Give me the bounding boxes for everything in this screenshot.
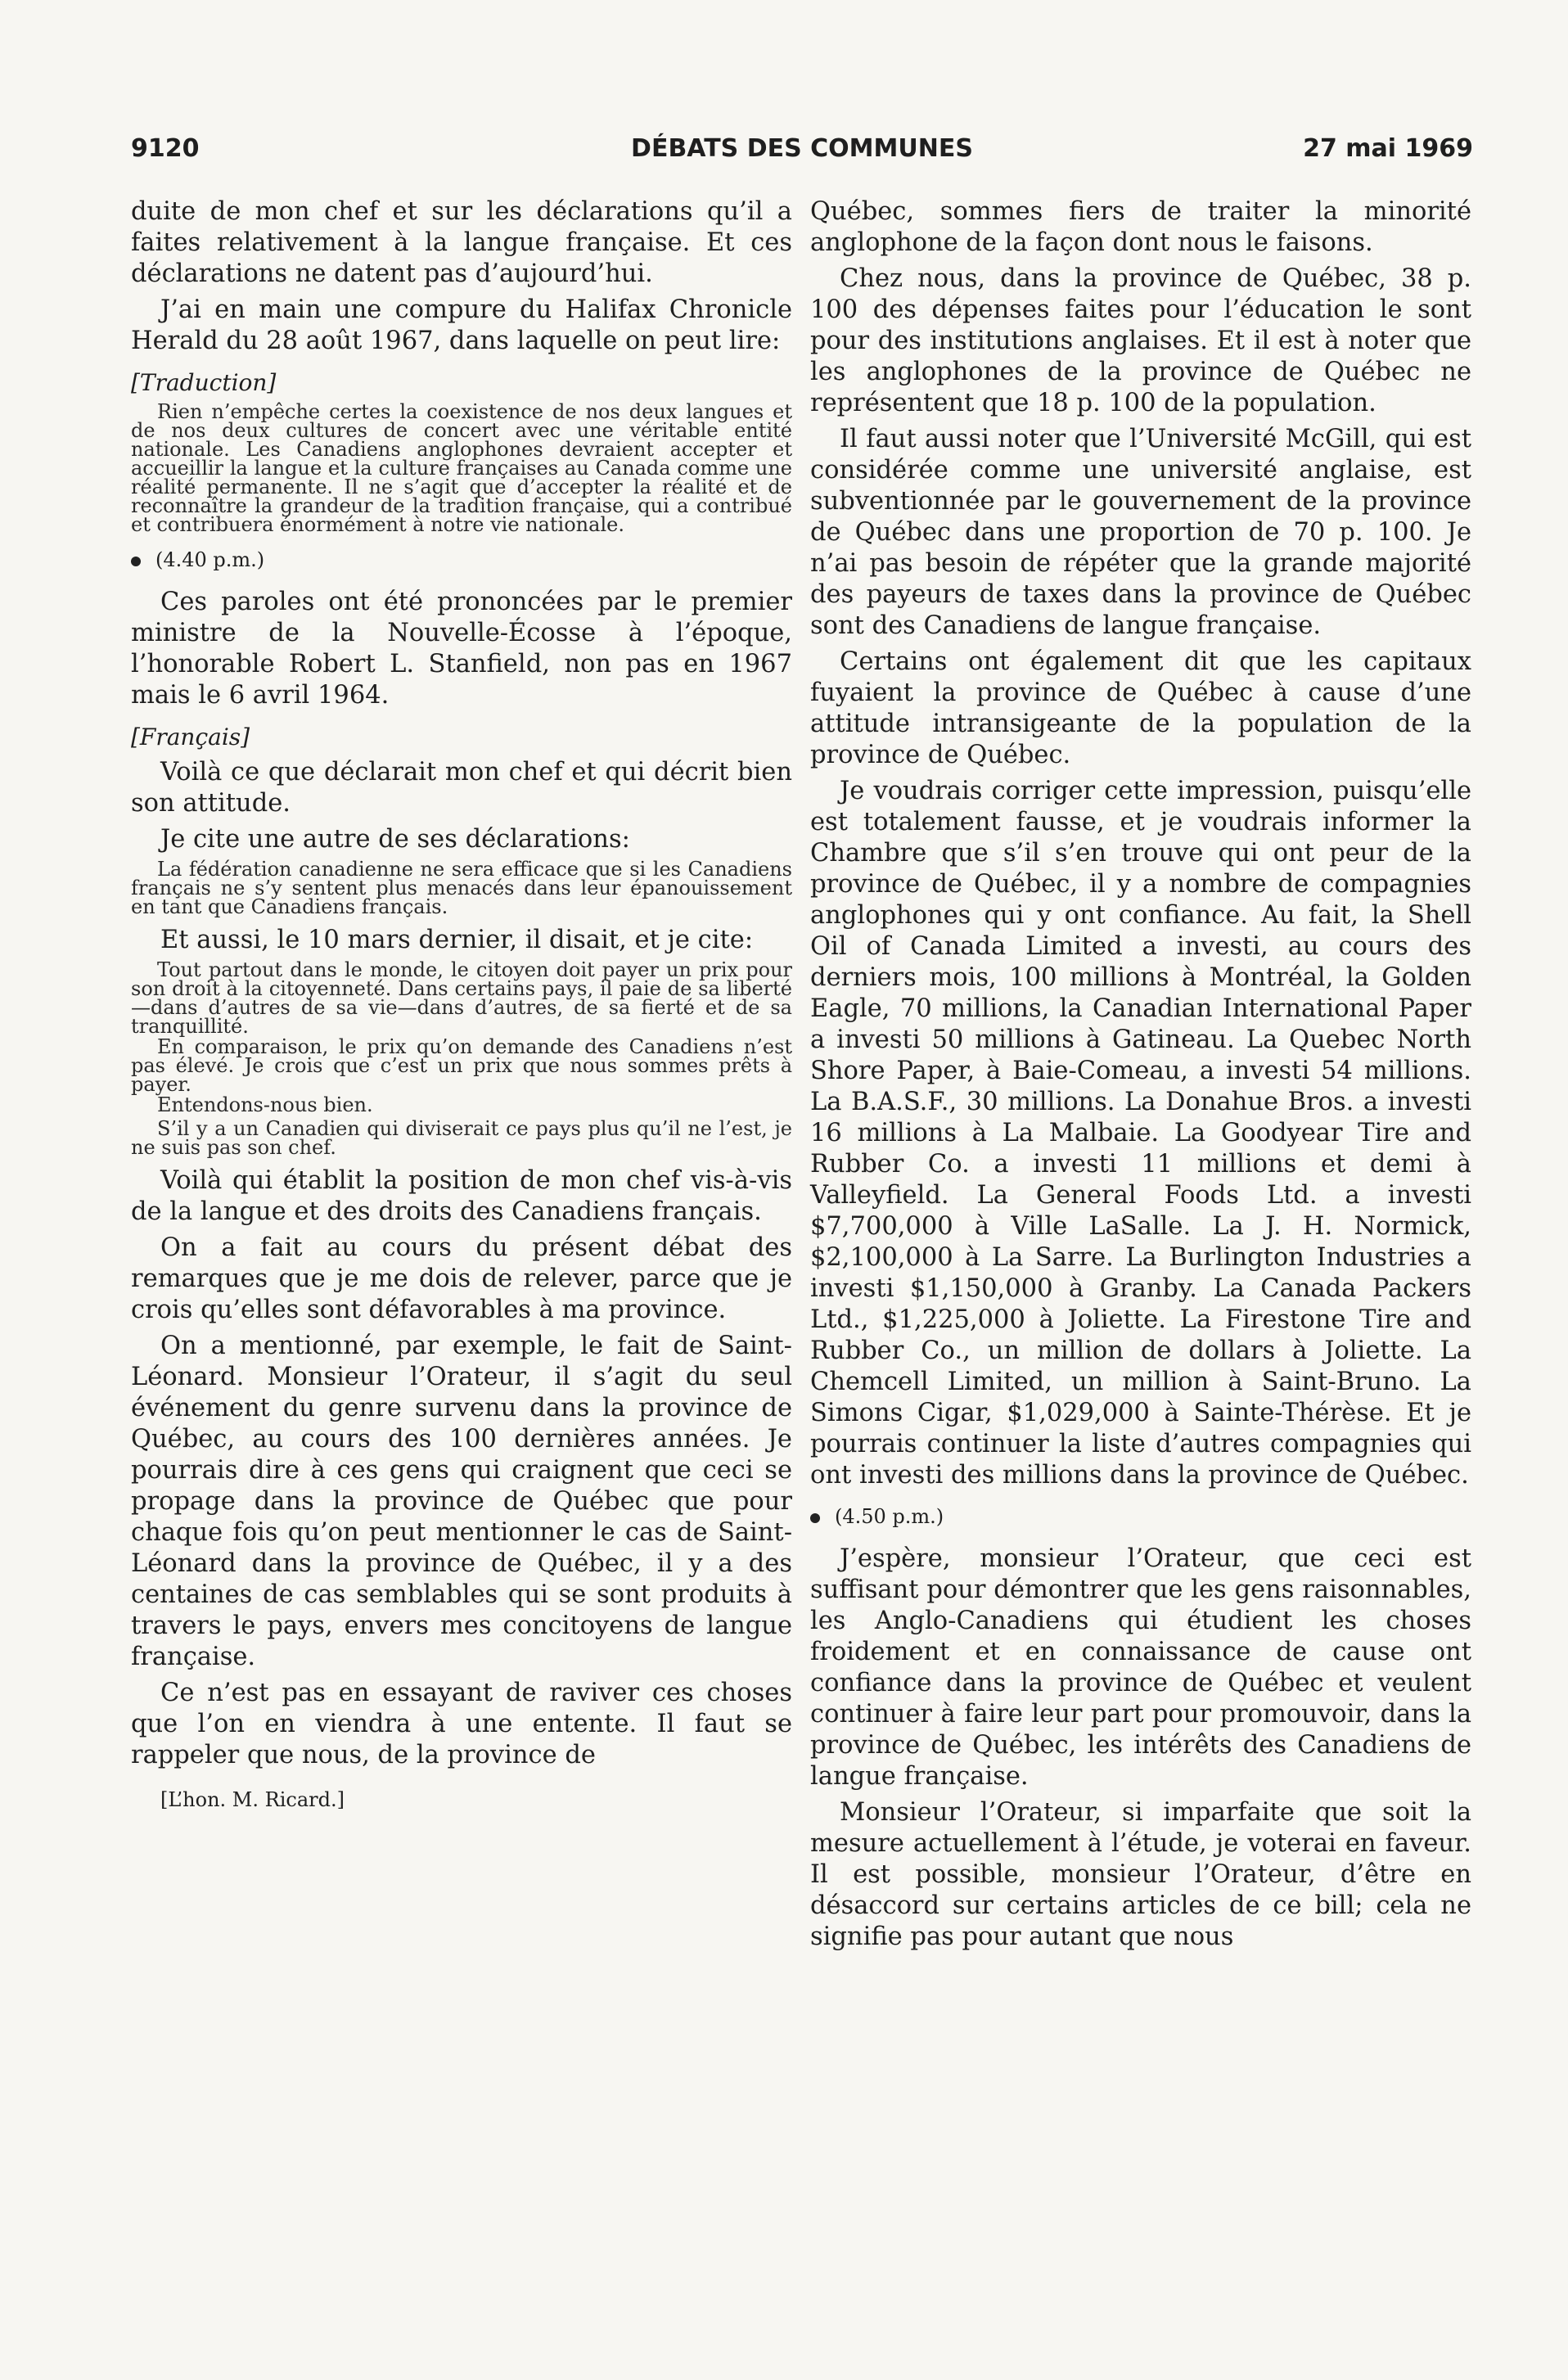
left-column	[131, 196, 792, 1812]
paragraph: On a mentionné, par exemple, le fait de Saint-Léonard. Monsieur l’Orateur, il s’agit du seul événement du genre survenu dans la province de Québec, au cours des 100 dernières années. Je pourrais dire à ces gens qui craignent que ceci se propage dans la province de Québec que pour chaque fois qu’on peut mentionner le cas de Saint-Léonard dans la province de Québec, il y a des centaines de cas semblables qui se sont produits à travers le pays, envers mes concitoyens de langue française.	[131, 1332, 792, 1671]
paragraph: Voilà ce que déclarait mon chef et qui décrit bien son attitude.	[131, 758, 792, 818]
bullet-icon	[131, 557, 141, 566]
paragraph: Certains ont également dit que les capitaux fuyaient la province de Québec à cause d’une attitude intransigeante de la population de la province de Québec.	[810, 647, 1471, 769]
paragraph: J’ai en main une compure du Halifax Chronicle Herald du 28 août 1967, dans laquelle on peut lire:	[131, 295, 792, 355]
block-quote: Tout partout dans le monde, le citoyen doit payer un prix pour son droit à la citoyenneté. Dans certains pays, il paie de sa liberté—dans d’autres de sa vie—dans d’autres, de sa fierté et de sa tranquillité.	[131, 958, 792, 1038]
block-quote: Entendons-nous bien.	[157, 1093, 373, 1116]
paragraph: Chez nous, dans la province de Québec, 38 p. 100 des dépenses faites pour l’éducation le sont pour des institutions anglaises. Et il est à noter que les anglophones de la province de Québec ne représentent que 18 p. 100 de la population.	[810, 264, 1471, 417]
time-label: (4.40 p.m.)	[155, 548, 265, 571]
block-quote: En comparaison, le prix qu’on demande des Canadiens n’est pas élevé. Je crois que c’est un prix que nous sommes prêts à payer.	[131, 1035, 792, 1096]
section-tag-francais: [Français]	[131, 723, 250, 751]
paragraph: Ce n’est pas en essayant de raviver ces choses que l’on en viendra à une entente. Il faut se rappeler que nous, de la province de	[131, 1679, 792, 1769]
page-header	[131, 134, 1473, 170]
time-marker	[810, 1504, 1471, 1529]
time-marker	[131, 548, 792, 572]
section-tag-traduction: [Traduction]	[131, 369, 277, 396]
paragraph: Québec, sommes fiers de traiter la minorité anglophone de la façon dont nous le faisons.	[810, 197, 1471, 257]
paragraph: Il faut aussi noter que l’Université McGill, qui est considérée comme une université anglaise, est subventionnée par le gouvernement de la province de Québec dans une proportion de 70 p. 100. Je n’ai pas besoin de répéter que la grande majorité des payeurs de taxes dans la province de Québec sont des Canadiens de langue française.	[810, 425, 1471, 640]
bullet-icon	[810, 1513, 820, 1523]
right-column	[810, 196, 1471, 1958]
publication-title: DÉBATS DES COMMUNES	[631, 134, 973, 163]
paragraph: Ces paroles ont été prononcées par le premier ministre de la Nouvelle-Écosse à l’époque, l’honorable Robert L. Stanfield, non pas en 1967 mais le 6 avril 1964.	[131, 588, 792, 710]
paragraph: duite de mon chef et sur les déclarations qu’il a faites relativement à la langue française. Et ces déclarations ne datent pas d’aujourd’hui.	[131, 197, 792, 288]
speaker-footer: [L’hon. M. Ricard.]	[160, 1788, 345, 1811]
page-number: 9120	[131, 134, 200, 163]
block-quote: Rien n’empêche certes la coexistence de nos deux langues et de nos deux cultures de concert avec une véritable entité nationale. Les Canadiens anglophones devraient accepter et accueillir la langue et la culture françaises au Canada comme une réalité permanente. Il ne s’agit que d’accepter la réalité et de reconnaître la grandeur de la tradition française, qui a contribué et contribuera énormément à notre vie nationale.	[131, 400, 792, 536]
block-quote: S’il y a un Canadien qui diviserait ce pays plus qu’il ne l’est, je ne suis pas son chef.	[131, 1117, 792, 1159]
paragraph: Je cite une autre de ses déclarations:	[160, 825, 630, 854]
paragraph: Je voudrais corriger cette impression, puisqu’elle est totalement fausse, et je voudrais informer la Chambre que s’il s’en trouve qui ont peur de la province de Québec, il y a nombre de compagnies anglophones qui y ont confiance. Au fait, la Shell Oil of Canada Limited a investi, au cours des derniers mois, 100 millions à Montréal, la Golden Eagle, 70 millions, la Canadian International Paper a investi 50 millions à Gatineau. La Quebec North Shore Paper, à Baie-Comeau, a investi 54 millions. La B.A.S.F., 30 millions. La Donahue Bros. a investi 16 millions à La Malbaie. La Goodyear Tire and Rubber Co. a investi 11 millions et demi à Valleyfield. La General Foods Ltd. a investi $7,700,000 à Ville LaSalle. La J. H. Normick, $2,100,000 à La Sarre. La Burlington Industries a investi $1,150,000 à Granby. La Canada Packers Ltd., $1,225,000 à Joliette. La Firestone Tire and Rubber Co., un million de dollars à Joliette. La Chemcell Limited, un million à Saint-Bruno. La Simons Cigar, $1,029,000 à Sainte-Thérèse. Et je pourrais continuer la liste d’autres compagnies qui ont investi des millions dans la province de Québec.	[810, 777, 1471, 1490]
block-quote: La fédération canadienne ne sera efficace que si les Canadiens français ne s’y sentent plus menacés dans leur épanouissement en tant que Canadiens français.	[131, 858, 792, 918]
page-date: 27 mai 1969	[1303, 134, 1473, 163]
time-label: (4.50 p.m.)	[835, 1505, 944, 1528]
paragraph: Et aussi, le 10 mars dernier, il disait, et je cite:	[160, 926, 754, 954]
paragraph: J’espère, monsieur l’Orateur, que ceci est suffisant pour démontrer que les gens raisonnables, les Anglo-Canadiens qui étudient les choses froidement et en connaissance de cause ont confiance dans la province de Québec et veulent continuer à faire leur part pour promouvoir, dans la province de Québec, les intérêts des Canadiens de langue française.	[810, 1544, 1471, 1791]
paragraph: Monsieur l’Orateur, si imparfaite que soit la mesure actuellement à l’étude, je voterai en faveur. Il est possible, monsieur l’Orateur, d’être en désaccord sur certains articles de ce bill; cela ne signifie pas pour autant que nous	[810, 1798, 1471, 1951]
paragraph: Voilà qui établit la position de mon chef vis-à-vis de la langue et des droits des Canadiens français.	[131, 1166, 792, 1226]
paragraph: On a fait au cours du présent débat des remarques que je me dois de relever, parce que je crois qu’elles sont défavorables à ma province.	[131, 1233, 792, 1324]
